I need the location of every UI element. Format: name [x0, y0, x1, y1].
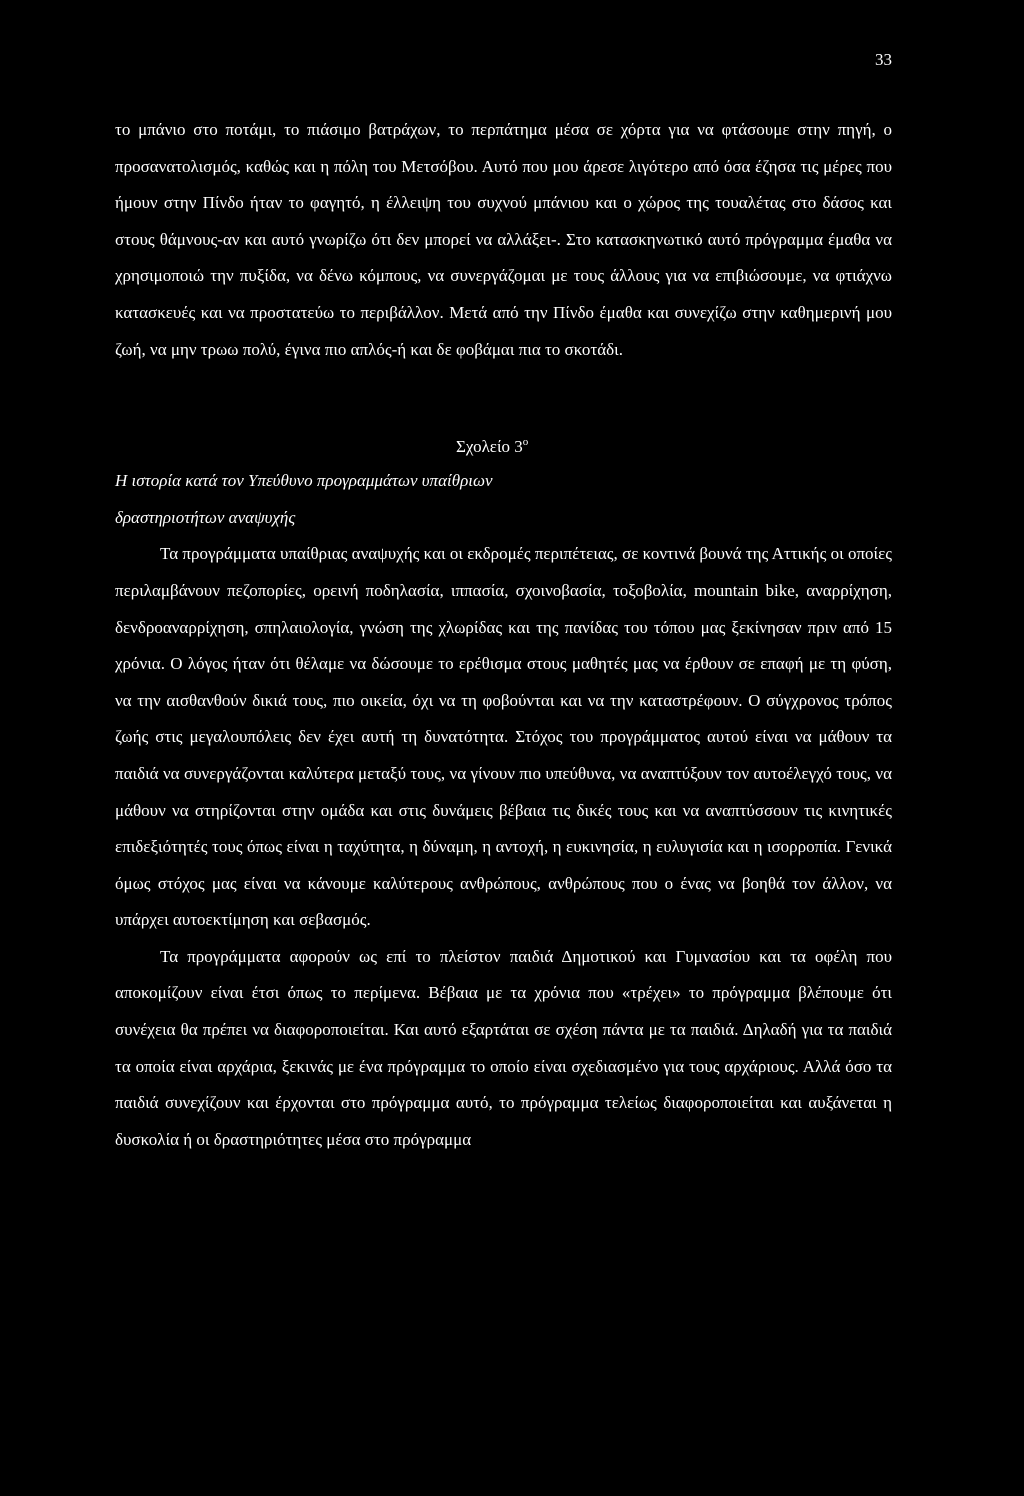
page-number: 33: [875, 50, 892, 69]
top-paragraph: το μπάνιο στο ποτάμι, το πιάσιμο βατράχων, το περπάτημα μέσα σε χόρτα για να φτάσουμε στην πηγή, ο προσανατολισμός, καθώς και η πόλη του Μετσόβου. Αυτό που μου άρεσε λιγότερο από όσα έζησα τις μέρες που ήμουν στην Πίνδο ήταν το φαγητό, η έλλειψη του συχνού μπάνιου και ο χώρος της τουαλέτας στο δάσος και στους θάμνους-αν και αυτό γνωρίζω ότι δεν μπορεί να αλλάξει-. Στο κατασκηνωτικό αυτό πρόγραμμα έμαθα να χρησιμοποιώ την πυξίδα, να δένω κόμπους, να συνεργάζομαι με τους άλλους για να επιβιώσουμε, να φτιάχνω κατασκευές και να προστατεύω το περιβάλλον. Μετά από την Πίνδο έμαθα και συνεχίζω στην καθημερινή μου ζωή, να μην τρωω πολύ, έγινα πιο απλός-ή και δε φοβάμαι πια το σκοτάδι.: [115, 120, 892, 359]
school-label: Σχολείο 3: [456, 437, 523, 457]
page-body: [115, 112, 892, 1158]
section-paragraph-2: Τα προγράμματα αφορούν ως επί το πλείστον παιδιά Δημοτικού και Γυμνασίου και τα οφέλη που αποκομίζουν είναι έτσι όπως το περίμενα. Βέβαια με τα χρόνια που «τρέχει» το πρόγραμμα βλέπουμε ότι συνέχεια θα πρέπει να διαφοροποιείται. Και αυτό εξαρτάται σε σχέση πάντα με τα παιδιά. Δηλαδή για τα παιδιά τα οποία είναι αρχάρια, ξεκινάς με ένα πρόγραμμα το οποίο είναι σχεδιασμένο για τους αρχάριους. Αλλά όσο τα παιδιά συνεχίζουν και έρχονται στο πρόγραμμα αυτό, το πρόγραμμα τελείως διαφοροποιείται και αυξάνεται η δυσκολία ή οι δραστηριότητες μέσα στο πρόγραμμα: [115, 946, 892, 1149]
section-paragraph-1: Τα προγράμματα υπαίθριας αναψυχής και οι εκδρομές περιπέτειας, σε κοντινά βουνά της Αττικής οι οποίες περιλαμβάνουν πεζοπορίες, ορεινή ποδηλασία, ιππασία, σχοινοβασία, τοξοβολία, mountain bike, αναρρίχηση, δενδροαναρρίχηση, σπηλαιολογία, γνώση της χλωρίδας και της πανίδας του τόπου μας ξεκίνησαν πριν από 15 χρόνια. Ο λόγος ήταν ότι θέλαμε να δώσουμε το ερέθισμα στους μαθητές μας να έρθουν σε επαφή με τη φύση, να την αισθανθούν δικιά τους, πιο οικεία, όχι να τη φοβούνται και να την καταστρέφουν. Ο σύγχρονος τρόπος ζωής στις μεγαλουπόλεις δεν έχει αυτή τη δυνατότητα. Στόχος του προγράμματος αυτού είναι να μάθουν τα παιδιά να συνεργάζονται καλύτερα μεταξύ τους, να γίνουν πιο υπεύθυνα, να αναπτύξουν τον αυτοέλεγχό τους, να μάθουν να στηρίζονται στην ομάδα και στις δυνάμεις βέβαια τις δικές τους και να αναπτύσσουν τις κινητικές επιδεξιότητές τους όπως είναι η ταχύτητα, η δύναμη, η αντοχή, η ευκινησία, η ευλυγισία και η ισορροπία. Γενικά όμως στόχος μας είναι να κάνουμε καλύτερους ανθρώπους, ανθρώπους που ο ένας να βοηθά τον άλλον, να υπάρχει αυτοεκτίμηση και σεβασμός.: [115, 544, 892, 930]
school-superscript: ο: [522, 436, 529, 449]
section-subtitle: Η ιστορία κατά τον Υπεύθυνο προγραμμάτων υπαίθριων δραστηριοτήτων αναψυχής: [115, 471, 493, 527]
school-heading: [115, 424, 892, 465]
